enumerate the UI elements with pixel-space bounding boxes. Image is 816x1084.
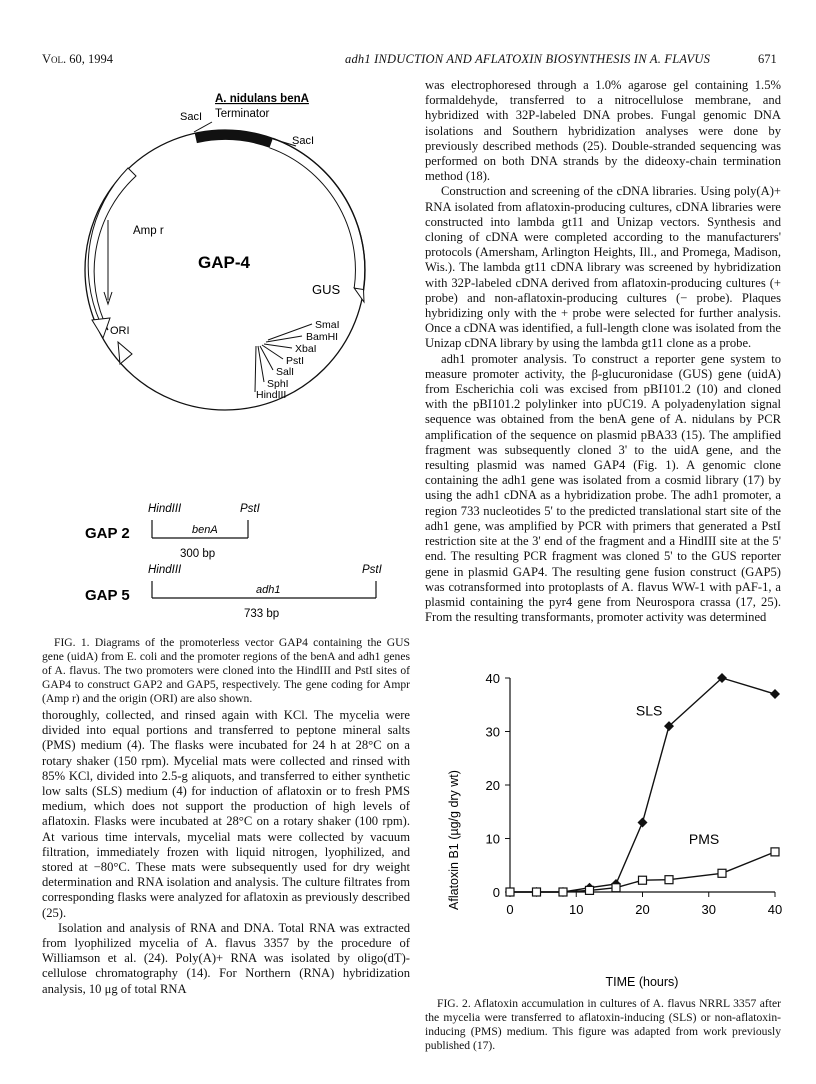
right-paragraph-3: adh1 promoter analysis. To construct a reporter gene system to measure promoter activity, the β-glucuronidase (GUS) gene (uidA) from Escherichia coli was excised from pBI101.2 (10) and cloned with the pBI101.2 polylinker into pUC19. A polyadenylation signal sequence was obtained from the benA gene of A. nidulans by PCR amplification of the sequence on plasmid pBA33 (15). The amplified fragment was subsequently cloned 3' to the uidA gene, and the resulting plasmid was named GAP4 (Fig. 1). A genomic clone containing the adh1 gene was isolated from a cosmid library (17) by using the adh1 cDNA as a hybridization probe. The adh1 promoter, a region 733 nucleotides 5' to the predicted translational start site of the adh1 gene, was amplified by PCR with primers that generated a PstI restriction site at the 3' end of the fragment and a HindIII site at the 5' end. The resulting PCR fragment was cloned 5' to the GUS reporter gene in plasmid GAP4. The resulting gene fusion construct (GAP5) was cotransformed into protoplasts of A. flavus WW-1 with pAF-1, a plasmid containing the pyr4 gene from Neurospora crassa (17, 25). From the resulting transformants, promoter activity was determined <box>425 351 781 625</box>
gus-label: GUS <box>312 282 341 297</box>
x-tick-label: 0 <box>506 902 514 917</box>
gap2-label: GAP 2 <box>85 525 130 542</box>
amp-arc <box>88 168 136 330</box>
pms-point <box>586 886 594 894</box>
pms-point <box>559 888 567 896</box>
pms-point <box>612 884 620 892</box>
x-tick-label: 40 <box>767 902 783 917</box>
figure-1-caption <box>42 636 410 706</box>
y-tick-label: 0 <box>492 885 500 900</box>
right-column <box>425 78 781 625</box>
y-tick-label: 30 <box>485 724 500 740</box>
sls-point <box>770 689 780 699</box>
saci-site-right: SacI <box>292 135 315 147</box>
pms-point <box>639 876 647 884</box>
figure-1-diagram <box>40 92 410 632</box>
sls-point <box>638 817 648 827</box>
gap2-gene: benA <box>192 524 218 536</box>
gap5-size: 733 bp <box>244 608 280 620</box>
smai-site: SmaI <box>315 319 340 331</box>
terminator-label-2: Terminator <box>215 108 270 120</box>
figure-1-caption-text: FIG. 1. Diagrams of the promoterless vector GAP4 containing the GUS gene (uidA) from E. coli and the promoter regions of the benA and adh1 genes of A. flavus. The two promoters were cloned into the HindIII and PstI sites of GAP4 to construct GAP2 and GAP5, respectively. The gene coding for Ampr (Amp r) and the origin (ORI) are also shown. <box>42 636 410 705</box>
y-axis-label: Aflatoxin B1 (µg/g dry wt) <box>447 770 461 910</box>
amp-label: Amp r <box>133 225 164 237</box>
hindiii-site: HindIII <box>256 389 287 401</box>
right-paragraph-2: Construction and screening of the cDNA libraries. Using poly(A)+ RNA isolated from aflatoxin-producing cultures, cDNA libraries were constructed into lambda gt11 and Unizap vectors. Synthesis and cloning of cDNA were completed according to the manufacturers' protocols (Amersham, Arlington Heights, Ill., and Promega, Madison, Wis.). The lambda gt11 cDNA library was screened by hybridization with 32P-labeled cDNA derived from aflatoxin-producing cultures (+ probe) and non-aflatoxin-producing cultures (− probe). Plaques hybridizing only with the + probe were selected for further analysis. Once a cDNA was identified, a full-length clone was isolated from the Unizap cDNA library by using the lambda gt11 clone as a probe. <box>425 184 781 351</box>
gap5-gene: adh1 <box>256 584 281 596</box>
gap5-left-site: HindIII <box>148 564 182 576</box>
figure-2-caption <box>425 997 781 1053</box>
y-tick-label: 10 <box>485 831 500 847</box>
running-head-volume: Vol. 60, 1994 <box>42 52 114 66</box>
terminator-block <box>195 130 273 148</box>
y-tick-label: 40 <box>485 671 500 686</box>
terminator-label-1: A. nidulans benA <box>215 93 309 105</box>
gap5-label: GAP 5 <box>85 587 130 604</box>
plasmid-name: GAP-4 <box>198 253 250 272</box>
right-paragraph-1: was electrophoresed through a 1.0% agarose gel containing 1.5% formaldehyde, transferred to a nitrocellulose membrane, and hybridized with 32P-labeled DNA probes. Fungal genomic DNA isolations and Southern hybridization analyses were done by previously described methods (25). Double-stranded sequencing was performed on both DNA strands by the dideoxy-chain termination method (18). <box>425 78 781 184</box>
y-tick-label: 20 <box>485 778 500 793</box>
gap5-right-site: PstI <box>362 564 382 576</box>
ori-label: ORI <box>110 325 130 337</box>
pms-point <box>665 876 673 884</box>
left-paragraph-1: thoroughly, collected, and rinsed again with KCl. The mycelia were divided into equal portions and transferred to peptone mineral salts (PMS) medium (4). The flasks were incubated for 24 h at 28°C on a rotary shaker (150 rpm). Mycelial mats were collected and rinsed with 85% KCl, divided into 2.5-g aliquots, and transferred to either synthetic low salts (SLS) medium (4) for induction of aflatoxin or to fresh PMS medium, which does not support the production of high levels of aflatoxin. Flasks were incubated at 28°C on a rotary shaker (100 rpm). At various time intervals, mycelial mats were collected by vacuum filtration, immediately frozen with liquid nitrogen, lyophilized, and stored at −80°C. These mats were subsequently used for dry weight determination and RNA isolation and analysis. The culture filtrates from corresponding flasks were analyzed for aflatoxin as previously described (25). <box>42 708 410 920</box>
pms-point <box>533 888 541 896</box>
page-number: 671 <box>758 52 777 66</box>
bamhi-site: BamHI <box>306 331 339 343</box>
psti-site: PstI <box>286 355 305 367</box>
gap2-left-site: HindIII <box>148 503 182 515</box>
figure-2-caption-text: FIG. 2. Aflatoxin accumulation in cultures of A. flavus NRRL 3357 after the mycelia were transferred to aflatoxin-inducing (SLS) or non-aflatoxin-inducing (PMS) medium. This figure was adapted from work previously published (17). <box>425 997 781 1052</box>
ori-arrow <box>118 342 132 364</box>
gap2-size: 300 bp <box>180 548 216 560</box>
sali-site: SalI <box>276 366 295 378</box>
figure-2-chart <box>440 660 790 990</box>
saci-site-left: SacI <box>180 111 203 123</box>
legend-sls: SLS <box>635 702 663 719</box>
x-tick-label: 20 <box>635 902 650 917</box>
left-paragraph-2: Isolation and analysis of RNA and DNA. Total RNA was extracted from lyophilized mycelia of A. flavus 3357 by the procedure of Williamson et al. (24). Poly(A)+ RNA was isolated by oligo(dT)-cellulose chromatography (14). For Northern (RNA) hybridization analysis, 10 μg of total RNA <box>42 920 410 996</box>
gus-arrow <box>354 288 364 302</box>
x-tick-label: 10 <box>569 902 584 917</box>
left-column <box>42 708 410 997</box>
x-tick-label: 30 <box>701 902 716 917</box>
legend-pms: PMS <box>688 830 720 847</box>
pms-point <box>506 888 514 896</box>
x-axis-label: TIME (hours) <box>605 975 679 989</box>
xbai-site: XbaI <box>295 343 317 355</box>
pms-point <box>718 869 726 877</box>
sphi-site: SphI <box>267 378 289 390</box>
running-head-title: adh1 INDUCTION AND AFLATOXIN BIOSYNTHESIS IN A. FLAVUS <box>345 52 711 66</box>
gap2-right-site: PstI <box>240 503 260 515</box>
series-line-pms <box>510 852 775 892</box>
pms-point <box>771 848 779 856</box>
